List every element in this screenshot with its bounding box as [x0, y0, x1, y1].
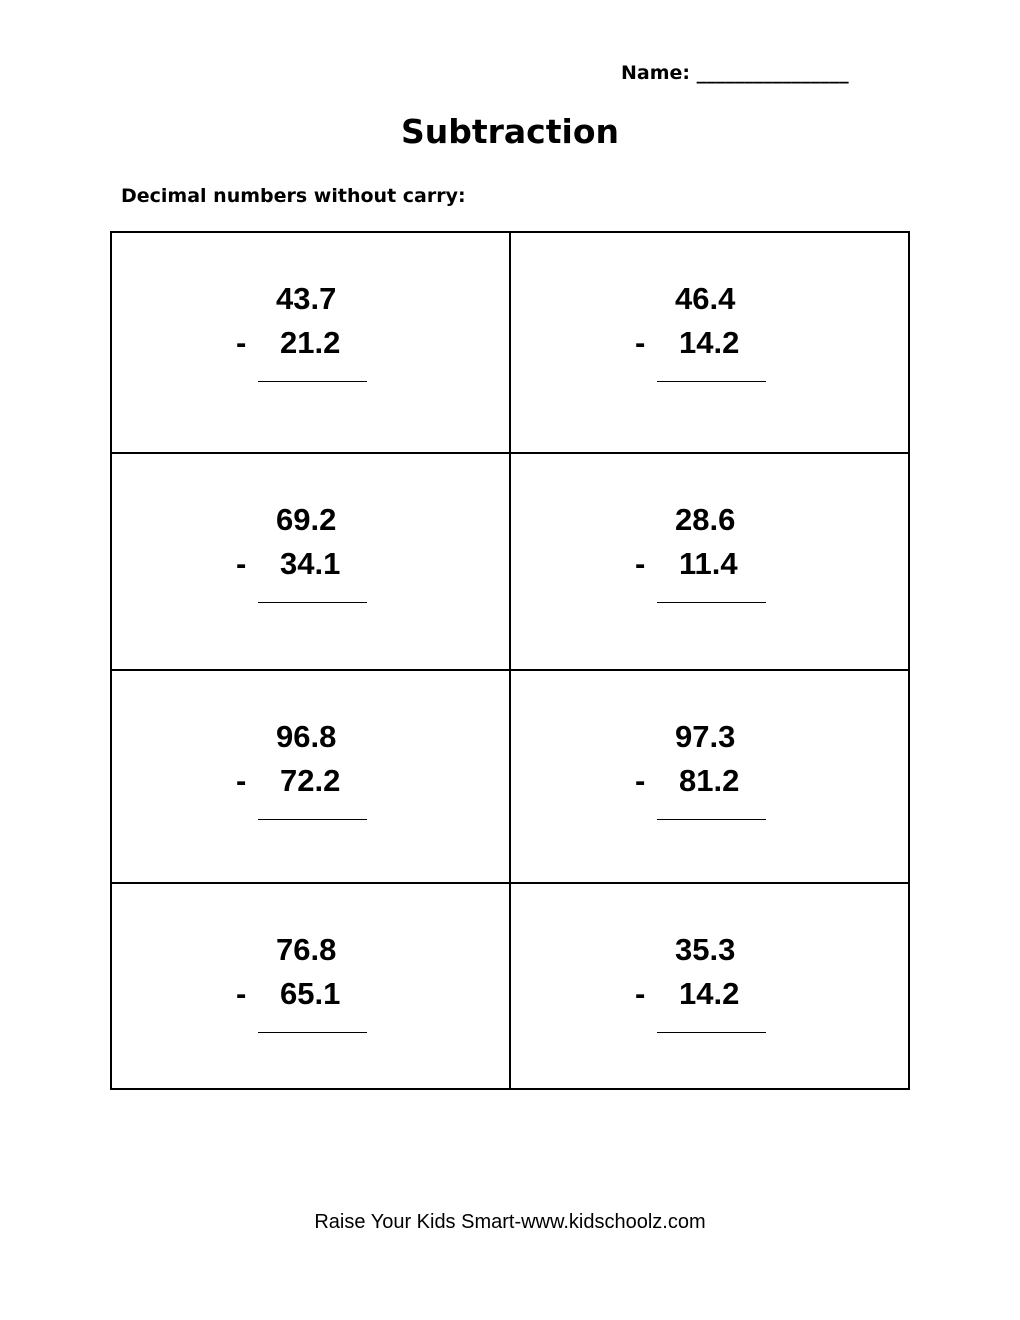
minuend: 46.4 [675, 281, 736, 316]
minuend: 35.3 [675, 932, 736, 967]
subtrahend: 72.2 [280, 763, 341, 798]
subtrahend: 14.2 [679, 976, 740, 1011]
problem-cell [511, 884, 910, 1088]
answer-line [657, 819, 766, 820]
minuend: 28.6 [675, 502, 736, 537]
minuend: 76.8 [276, 932, 337, 967]
problem-cell [112, 454, 511, 671]
minus-sign: - [635, 763, 646, 798]
problem-cell [511, 233, 910, 454]
minuend: 69.2 [276, 502, 337, 537]
answer-line [258, 381, 367, 382]
subtrahend: 81.2 [679, 763, 740, 798]
answer-line [657, 1032, 766, 1033]
answer-line [657, 381, 766, 382]
subtrahend: 65.1 [280, 976, 341, 1011]
name-field-label: Name: ________________ [621, 62, 849, 84]
minus-sign: - [236, 763, 247, 798]
minus-sign: - [635, 325, 646, 360]
problem-grid [110, 231, 910, 1090]
problem-cell [511, 454, 910, 671]
subtrahend: 34.1 [280, 546, 341, 581]
answer-line [258, 819, 367, 820]
page-title: Subtraction [400, 112, 619, 151]
minus-sign: - [236, 325, 247, 360]
problem-cell [112, 884, 511, 1088]
minuend: 97.3 [675, 719, 736, 754]
instructions: Decimal numbers without carry: [121, 185, 466, 207]
minus-sign: - [635, 976, 646, 1011]
problem-cell [112, 671, 511, 884]
problem-cell [511, 671, 910, 884]
problem-cell [112, 233, 511, 454]
minus-sign: - [236, 546, 247, 581]
subtrahend: 14.2 [679, 325, 740, 360]
footer-credit: Raise Your Kids Smart-www.kidschoolz.com [314, 1211, 706, 1233]
answer-line [258, 1032, 367, 1033]
answer-line [657, 602, 766, 603]
subtrahend: 21.2 [280, 325, 341, 360]
minuend: 43.7 [276, 281, 337, 316]
minus-sign: - [635, 546, 646, 581]
minus-sign: - [236, 976, 247, 1011]
subtrahend: 11.4 [679, 546, 738, 581]
answer-line [258, 602, 367, 603]
minuend: 96.8 [276, 719, 337, 754]
